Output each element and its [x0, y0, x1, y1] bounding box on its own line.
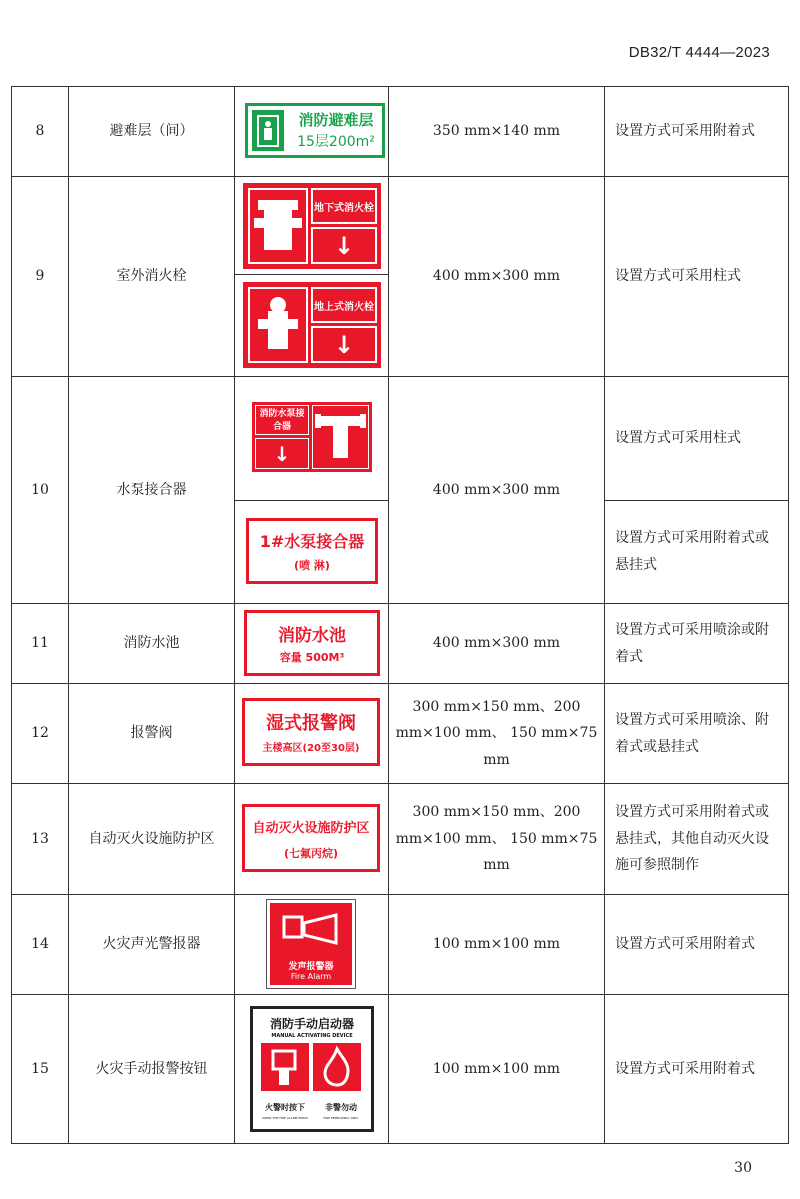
- row-size: 100 mm×100 mm: [432, 936, 561, 953]
- row-note: 设置方式可采用附着式: [615, 1060, 755, 1077]
- row-name: 水泵接合器: [116, 481, 187, 498]
- pump-connector-icon: [312, 405, 369, 469]
- row-size: 100 mm×100 mm: [432, 1060, 561, 1077]
- alarm-valve-subtitle: 主楼高区(20至30层): [262, 743, 360, 754]
- row-name: 火灾声光警报器: [102, 936, 201, 953]
- page-number: 30: [734, 1160, 752, 1176]
- row-note: 设置方式可采用附着式或悬挂式: [615, 530, 769, 573]
- fire-pool-title: 消防水池: [278, 626, 346, 646]
- table-border: [234, 274, 388, 275]
- protection-zone-subtitle: (七氟丙烷): [283, 847, 339, 860]
- fire-pool-capacity: 容量 500M³: [279, 651, 345, 664]
- row-number: 12: [31, 725, 49, 742]
- manual-alarm-press-en: WHEN THE FIRE ALARM PRESS: [262, 1116, 308, 1120]
- hydrant-icon: [248, 188, 308, 264]
- pump-connector-1-subtitle: (喷 淋): [294, 559, 330, 572]
- row-number: 15: [31, 1060, 49, 1077]
- row-name: 报警阀: [130, 725, 173, 742]
- protection-zone-sign: [242, 804, 380, 872]
- row-name: 自动灭火设施防护区: [88, 830, 215, 847]
- row-number: 9: [35, 268, 45, 285]
- row-name: 消防水池: [123, 635, 180, 652]
- hydrant-icon: [248, 287, 308, 363]
- alarm-valve-title: 湿式报警阀: [266, 713, 356, 734]
- row-number: 14: [31, 936, 49, 953]
- fire-pool-sign: [244, 610, 380, 676]
- arrow-down-icon: ↓: [311, 227, 377, 264]
- row-size: 400 mm×300 mm: [432, 268, 561, 285]
- manual-alarm-press-text: 火警时按下: [265, 1103, 305, 1112]
- manual-button-icon: [261, 1043, 309, 1091]
- pump-connector-1-sign: [246, 518, 378, 584]
- arrow-down-icon: ↓: [255, 438, 309, 469]
- manual-alarm-en: MANUAL ACTIVATING DEVICE: [271, 1033, 353, 1039]
- row-note: 设置方式可采用附着式: [615, 123, 755, 140]
- alarm-valve-sign: [242, 698, 380, 766]
- row-number: 10: [31, 481, 49, 498]
- row-note: 设置方式可采用喷涂或附着式: [615, 621, 769, 665]
- protection-zone-title: 自动灭火设施防护区: [252, 821, 370, 836]
- row-note: 设置方式可采用柱式: [615, 430, 741, 447]
- row-name: 火灾手动报警按钮: [95, 1060, 208, 1077]
- table-border: [234, 86, 235, 1144]
- row-name: 避难层（间）: [109, 123, 194, 140]
- fire-alarm-sign: [266, 899, 356, 989]
- row-note: 设置方式可采用柱式: [615, 268, 741, 285]
- refuge-person-icon: [252, 110, 284, 151]
- row-number: 8: [35, 123, 45, 140]
- row-note: 设置方式可采用附着式: [615, 936, 755, 953]
- alarm-horn-icon: [282, 913, 340, 945]
- refuge-subtitle: 15层200m²: [297, 134, 375, 150]
- pump-connector-1-title: 1#水泵接合器: [259, 532, 365, 551]
- manual-alarm-do-not-touch-en: FIRE EMERGENCY ONLY: [323, 1116, 359, 1120]
- table-border: [788, 86, 789, 1144]
- row-note: 设置方式可采用喷涂、附着式或悬挂式: [615, 711, 769, 755]
- fire-alarm-label-en: Fire Alarm: [290, 972, 332, 981]
- arrow-down-icon: ↓: [311, 326, 377, 363]
- manual-alarm-title: 消防手动启动器: [269, 1017, 354, 1031]
- flame-icon: [313, 1043, 361, 1091]
- row-size: 300 mm×150 mm、200 mm×100 mm、 150 mm×75 mm: [395, 698, 598, 768]
- refuge-floor-sign: [245, 103, 385, 158]
- row-size: 300 mm×150 mm、200 mm×100 mm、 150 mm×75 mm: [395, 804, 598, 874]
- document-code: DB32/T 4444—2023: [628, 44, 770, 61]
- pump-connector-sign: [252, 402, 372, 472]
- fire-alarm-panel: [270, 903, 352, 985]
- aboveground-hydrant-label: 地上式消火栓: [311, 287, 377, 323]
- row-name: 室外消火栓: [116, 268, 187, 285]
- row-note: 设置方式可采用附着式或悬挂式，其他自动灭火设施可参照制作: [615, 804, 769, 874]
- row-size: 400 mm×300 mm: [432, 481, 561, 498]
- underground-hydrant-label: 地下式消火栓: [311, 188, 377, 224]
- aboveground-hydrant-sign: [243, 282, 381, 368]
- manual-alarm-sign: [250, 1006, 374, 1132]
- pump-connector-label: 消防水泵接合器: [255, 405, 309, 435]
- underground-hydrant-sign: [243, 183, 381, 269]
- refuge-title: 消防避难层: [298, 111, 374, 129]
- table-border: [11, 1143, 789, 1144]
- row-size: 400 mm×300 mm: [432, 635, 561, 652]
- row-size: 350 mm×140 mm: [432, 123, 561, 140]
- row-number: 13: [31, 830, 49, 847]
- manual-alarm-do-not-touch: 非警勿动: [325, 1103, 357, 1112]
- table-border: [234, 500, 388, 501]
- fire-alarm-label-cn: 发声报警器: [288, 962, 334, 972]
- row-number: 11: [31, 635, 49, 652]
